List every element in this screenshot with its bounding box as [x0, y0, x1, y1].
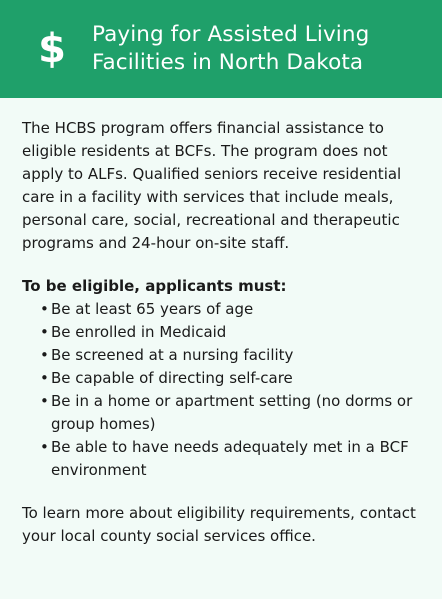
bullet-icon: • [40, 392, 49, 410]
card-title-line2: Facilities in North Dakota [92, 50, 364, 75]
eligibility-heading: To be eligible, applicants must: [22, 277, 287, 295]
card-title-line1: Paying for Assisted Living [92, 22, 370, 47]
list-item [40, 344, 420, 367]
bullet-icon: • [40, 438, 49, 456]
list-item [40, 390, 420, 436]
requirements-list [22, 298, 420, 482]
list-item [40, 298, 420, 321]
card-header [0, 0, 442, 98]
bullet-icon: • [40, 323, 49, 341]
requirement-text: Be screened at a nursing facility [51, 346, 294, 364]
requirement-text: Be capable of directing self-care [51, 369, 293, 387]
intro-paragraph: The HCBS program offers financial assistance to eligible residents at BCFs. The program does not apply to ALFs. Qualified seniors receive residential care in a facility with services that include meals, personal care, social, recreational and therapeutic programs and 24-hour on-site staff. [22, 119, 402, 252]
bullet-icon: • [40, 346, 49, 364]
requirement-text: Be at least 65 years of age [51, 300, 254, 318]
requirement-text: Be enrolled in Medicaid [51, 323, 227, 341]
card-title [92, 21, 369, 77]
closing-paragraph: To learn more about eligibility requirements, contact your local county social services office. [22, 504, 416, 545]
bullet-icon: • [40, 369, 49, 387]
dollar-sign-icon: $ [38, 26, 66, 72]
list-item [40, 436, 420, 482]
bullet-icon: • [40, 300, 49, 318]
list-item [40, 367, 420, 390]
requirement-text: Be able to have needs adequately met in a BCF environment [51, 438, 409, 479]
list-item [40, 321, 420, 344]
requirement-text: Be in a home or apartment setting (no dorms or group homes) [51, 392, 413, 433]
card-body [0, 98, 442, 548]
